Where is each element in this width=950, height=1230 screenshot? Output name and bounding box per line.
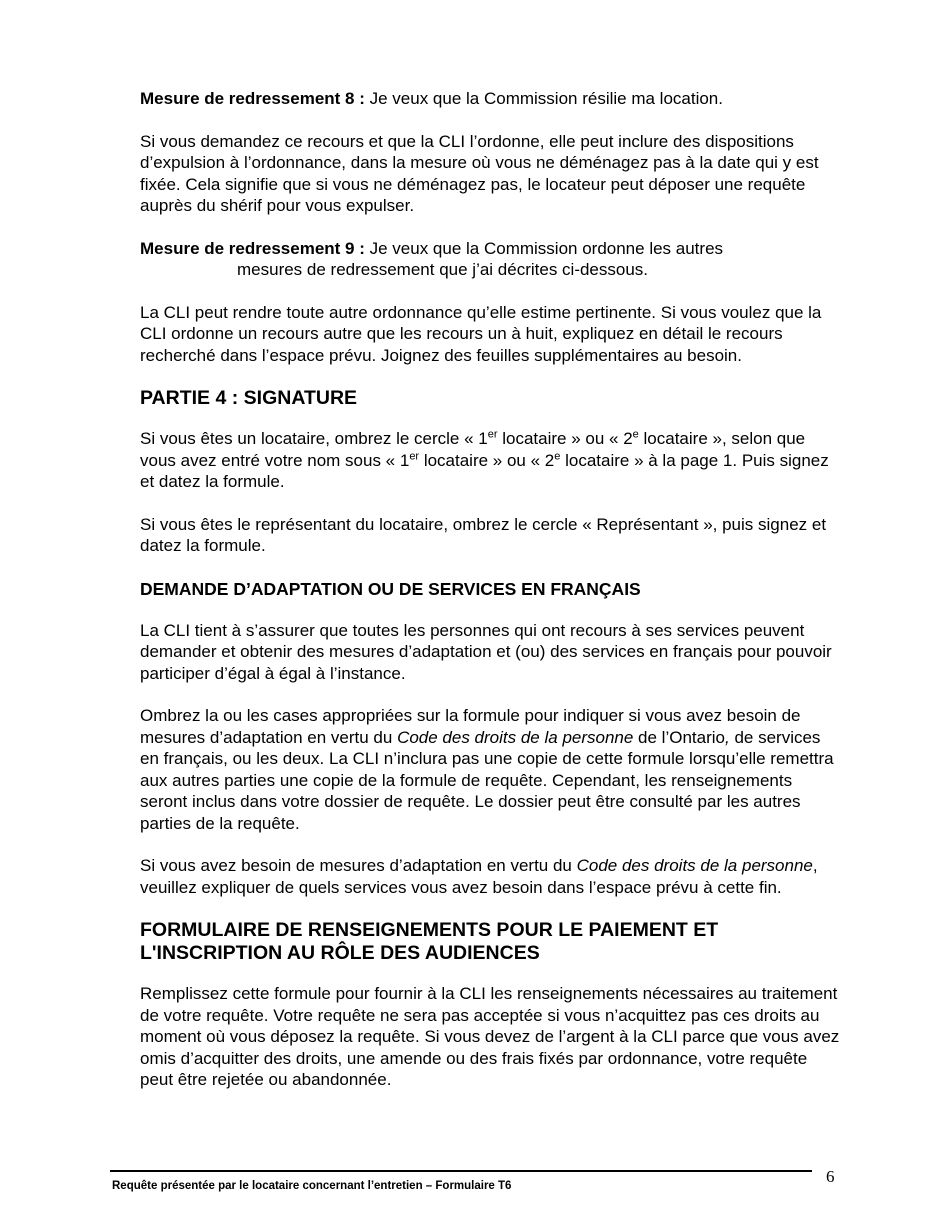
remedy-8-label: Mesure de redressement 8 :	[140, 89, 365, 108]
page-content	[140, 88, 840, 1112]
accommodation-paragraph-1: La CLI tient à s’assurer que toutes les personnes qui ont recours à ses services peuvent demander et obtenir des mesures d’adaptation et (ou) des services en français pour pouvoir participer d’égal à égal à l’instance.	[140, 620, 832, 683]
remedy-9-statement: Mesure de redressement 9 : Je veux que la Commission ordonne les autres	[140, 238, 724, 258]
part-4-representative-instructions: Si vous êtes le représentant du locataire, ombrez le cercle « Représentant », puis signez et datez la formule.	[140, 514, 827, 555]
accommodation-paragraph-2: Ombrez la ou les cases appropriées sur la formule pour indiquer si vous avez besoin de mesures d’adaptation en vertu du Code des droits de la personne de l’Ontario, de services en français, ou les deux. La CLI n’inclura pas une copie de cette formule lorsqu’elle remettra aux autres parties une copie de la formule de requête. Cependant, les renseignements seront inclus dans votre dossier de requête. Le dossier peut être consulté par les autres parties de la requête.	[140, 706, 834, 833]
remedy-8-explanation: Si vous demandez ce recours et que la CLI l’ordonne, elle peut inclure des dispositions d’expulsion à l’ordonnance, dans la mesure où vous ne déménagez pas à la date qui y est fixée. Cela signifie que si vous ne déménagez pas, le locateur peut déposer une requête auprès du shérif pour vous expulser.	[140, 131, 819, 215]
part-4-tenant-instructions: Si vous êtes un locataire, ombrez le cercle « 1er locataire » ou « 2e locataire », selon que vous avez entré votre nom sous « 1er locataire » ou « 2e locataire » à la page 1. Puis signez et datez la formule.	[140, 428, 829, 491]
remedy-8-statement: Mesure de redressement 8 : Je veux que la Commission résilie ma location.	[140, 89, 723, 108]
accommodation-paragraph-3: Si vous avez besoin de mesures d’adaptation en vertu du Code des droits de la personne, veuillez expliquer de quels services vous avez besoin dans l’espace prévu à cette fin.	[140, 856, 818, 897]
remedy-9-statement-continued: mesures de redressement que j’ai décrites ci-dessous.	[237, 260, 649, 279]
remedy-9-label: Mesure de redressement 9 :	[140, 238, 365, 258]
page-number: 6	[826, 1167, 835, 1186]
remedy-9-explanation: La CLI peut rendre toute autre ordonnance qu’elle estime pertinente. Si vous voulez que la CLI ordonne un recours autre que les recours un à huit, expliquez en détail le recours recherché dans l’espace prévu. Joignez des feuilles supplémentaires au besoin.	[140, 302, 822, 365]
footer-form-title: Requête présentée par le locataire concernant l’entretien – Formulaire T6	[112, 1180, 512, 1192]
payment-form-heading: FORMULAIRE DE RENSEIGNEMENTS POUR LE PAIEMENT ET L'INSCRIPTION AU RÔLE DES AUDIENCES	[140, 919, 719, 964]
payment-form-paragraph: Remplissez cette formule pour fournir à la CLI les renseignements nécessaires au traitement de votre requête. Votre requête ne sera pas acceptée si vous n’acquittez pas ces droits au moment où vous déposez la requête. Si vous devez de l’argent à la CLI parce que vous avez omis d’acquitter des droits, une amende ou des frais fixés par ordonnance, votre requête peut être rejetée ou abandonnée.	[140, 984, 840, 1089]
footer-divider	[110, 1170, 812, 1172]
accommodation-heading: DEMANDE D’ADAPTATION OU DE SERVICES EN FRANÇAIS	[140, 578, 641, 599]
part-4-heading: PARTIE 4 : SIGNATURE	[140, 387, 358, 409]
